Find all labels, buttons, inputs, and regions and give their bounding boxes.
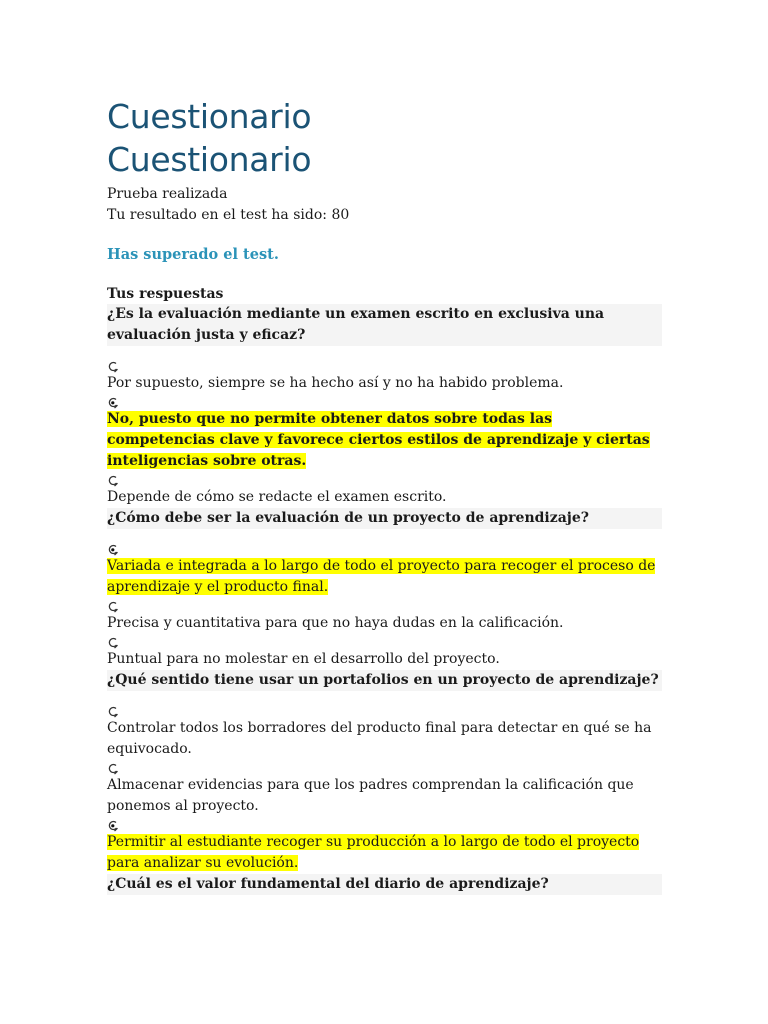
answer-text: Controlar todos los borradores del producto final para detectar en qué se ha equivocado. <box>107 720 652 757</box>
radio-unchecked-icon[interactable] <box>107 474 119 487</box>
question-text: ¿Es la evaluación mediante un examen escrito en exclusiva una evaluación justa y eficaz? <box>107 304 662 346</box>
question-block <box>107 874 662 895</box>
answer-text: Precisa y cuantitativa para que no haya dudas en la calificación. <box>107 615 564 631</box>
radio-unchecked-icon[interactable] <box>107 705 119 718</box>
answer-option <box>107 474 662 508</box>
selected-answer-text: Variada e integrada a lo largo de todo el proyecto para recoger el proceso de aprendizaje y el producto final. <box>107 558 656 595</box>
selected-answer-text: No, puesto que no permite obtener datos sobre todas las competencias clave y favorece ciertos estilos de aprendizaje y ciertas inteligencias sobre otras. <box>107 411 650 469</box>
answer-option <box>107 360 662 394</box>
quiz-results-page <box>107 95 662 895</box>
question-block <box>107 304 662 508</box>
selected-answer-text: Permitir al estudiante recoger su producción a lo largo de todo el proyecto para analizar su evolución. <box>107 834 640 871</box>
radio-checked-icon[interactable] <box>107 396 119 409</box>
answer-option <box>107 636 662 670</box>
question-text: ¿Qué sentido tiene usar un portafolios en un proyecto de aprendizaje? <box>107 670 662 691</box>
question-block <box>107 508 662 670</box>
answer-option-selected <box>107 396 662 472</box>
radio-unchecked-icon[interactable] <box>107 600 119 613</box>
answer-option <box>107 762 662 817</box>
answer-text: Almacenar evidencias para que los padres comprendan la calificación que ponemos al proyecto. <box>107 777 634 814</box>
question-block <box>107 670 662 874</box>
answers-heading: Tus respuestas <box>107 286 224 302</box>
test-status: Prueba realizada <box>107 186 228 202</box>
answer-option-selected <box>107 819 662 874</box>
answer-text: Puntual para no molestar en el desarrollo del proyecto. <box>107 651 500 667</box>
question-text: ¿Cómo debe ser la evaluación de un proyecto de aprendizaje? <box>107 508 662 529</box>
pass-message: Has superado el test. <box>107 246 279 263</box>
answer-option <box>107 600 662 634</box>
question-text: ¿Cuál es el valor fundamental del diario de aprendizaje? <box>107 874 662 895</box>
radio-unchecked-icon[interactable] <box>107 762 119 775</box>
answer-text: Depende de cómo se redacte el examen escrito. <box>107 489 447 505</box>
page-title: Cuestionario <box>107 97 312 136</box>
radio-unchecked-icon[interactable] <box>107 360 119 373</box>
page-subtitle: Cuestionario <box>107 140 312 179</box>
radio-checked-icon[interactable] <box>107 543 119 556</box>
test-score: Tu resultado en el test ha sido: 80 <box>107 207 350 223</box>
radio-checked-icon[interactable] <box>107 819 119 832</box>
answer-option-selected <box>107 543 662 598</box>
radio-unchecked-icon[interactable] <box>107 636 119 649</box>
answer-text: Por supuesto, siempre se ha hecho así y no ha habido problema. <box>107 375 564 391</box>
answer-option <box>107 705 662 760</box>
